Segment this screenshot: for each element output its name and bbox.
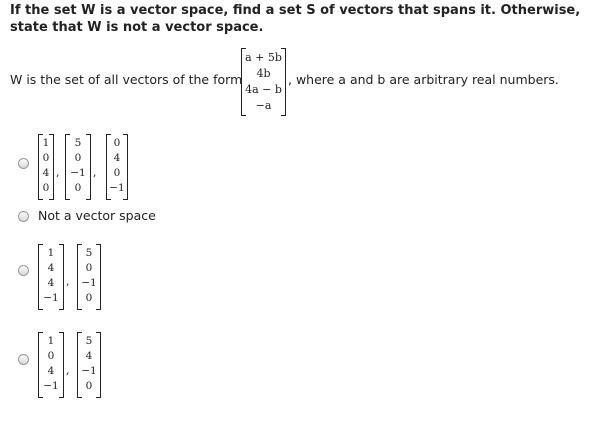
form-vector <box>241 48 286 116</box>
option-4-radio[interactable] <box>18 354 29 365</box>
separator-comma: , <box>66 275 70 288</box>
option-2-label[interactable]: Not a vector space <box>38 208 156 223</box>
vector-entry: 0 <box>74 182 82 194</box>
option-1-vector-3 <box>106 134 128 200</box>
option-4-vector-2 <box>77 332 101 398</box>
option-1-vector-1 <box>38 134 54 200</box>
vector-entry: 0 <box>74 152 82 164</box>
option-3-vector-1 <box>38 244 64 310</box>
vector-entry: 0 <box>85 262 93 274</box>
vector-entry: 4 <box>47 277 55 289</box>
vector-entry: 0 <box>47 350 55 362</box>
vector-entry: −1 <box>70 167 86 179</box>
question-text: If the set W is a vector space, find a set S of vectors that spans it. Otherwise, state that W is not a vector space. <box>10 3 581 35</box>
vector-entry: 0 <box>113 137 121 149</box>
vector-entry: 0 <box>42 182 50 194</box>
option-3-vector-2 <box>77 244 101 310</box>
option-1-radio[interactable] <box>18 158 29 169</box>
separator-comma: , <box>93 166 97 179</box>
vector-entry: 0 <box>113 167 121 179</box>
definition-prefix: W is the set of all vectors of the form <box>10 72 243 87</box>
vector-entry: −1 <box>43 380 59 392</box>
option-4-vector-1 <box>38 332 64 398</box>
definition-suffix: , where a and b are arbitrary real numbers. <box>288 72 559 87</box>
vector-entry: −1 <box>81 277 97 289</box>
vector-entry: 1 <box>47 335 55 347</box>
vector-entry: −1 <box>43 292 59 304</box>
vector-entry: 4 <box>85 350 93 362</box>
vector-entry: 0 <box>85 380 93 392</box>
vector-entry: −1 <box>81 365 97 377</box>
vector-entry: 4 <box>47 262 55 274</box>
vector-entry: 1 <box>42 137 50 149</box>
vector-entry: 4 <box>47 365 55 377</box>
vector-entry: 4 <box>42 167 50 179</box>
form-vector-entry: −a <box>255 99 272 112</box>
vector-entry: 0 <box>85 292 93 304</box>
vector-entry: −1 <box>109 182 125 194</box>
option-2-radio[interactable] <box>18 211 29 222</box>
option-1-vector-2 <box>65 134 91 200</box>
separator-comma: , <box>66 364 70 377</box>
vector-entry: 5 <box>85 247 93 259</box>
vector-entry: 4 <box>113 152 121 164</box>
separator-comma: , <box>56 166 60 179</box>
vector-entry: 5 <box>74 137 82 149</box>
form-vector-entry: 4b <box>256 67 271 80</box>
vector-entry: 1 <box>47 247 55 259</box>
form-vector-entry: 4a − b <box>245 83 282 96</box>
form-vector-entry: a + 5b <box>245 51 282 64</box>
vector-entry: 5 <box>85 335 93 347</box>
vector-entry: 0 <box>42 152 50 164</box>
option-3-radio[interactable] <box>18 265 29 276</box>
